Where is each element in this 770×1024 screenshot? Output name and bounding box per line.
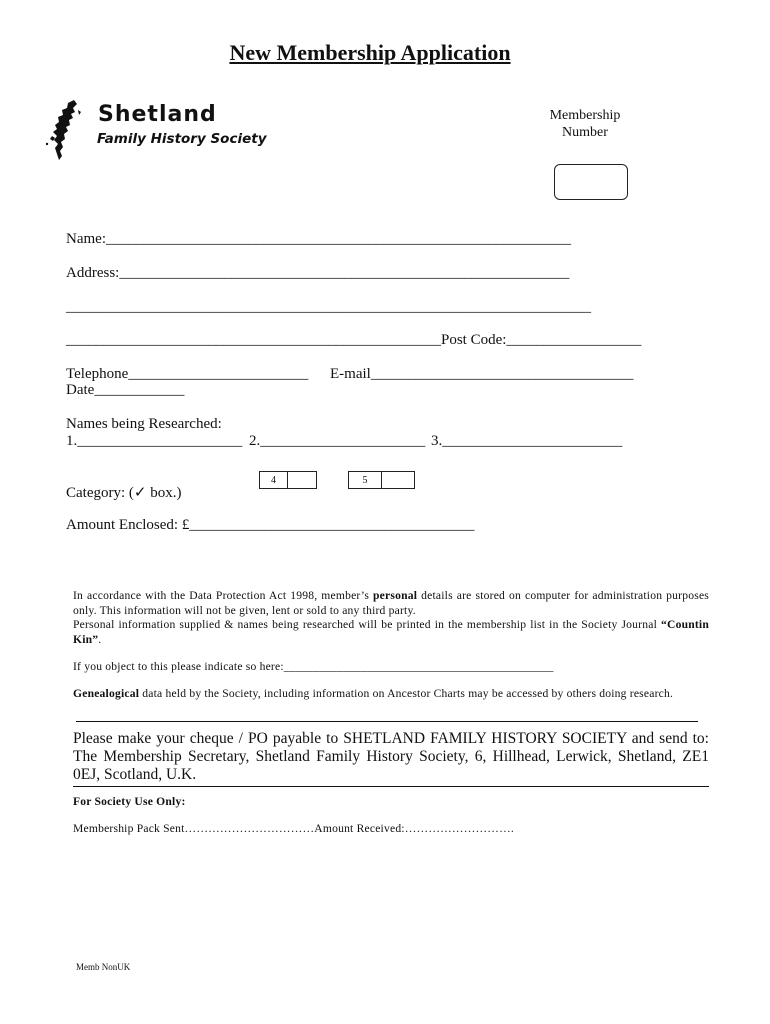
dp-bold: personal [373,589,418,602]
postcode-line[interactable]: __________________________________________________Post Code:__________________ [66,332,642,348]
name-field[interactable]: Name:______________________________________________________________ [66,231,571,247]
dp-journal-text: Personal information supplied & names being researched will be printed in the membership list in the Society Journal [73,618,661,631]
logo-name: Shetland [98,102,217,127]
category-option-label: 5 [349,472,382,488]
page-title: New Membership Application [229,40,511,65]
category-option-label: 4 [260,472,288,488]
footer-code: Memb NonUK [76,962,131,972]
email-field[interactable]: E-mail___________________________________ [330,366,634,382]
genealogical-bold: Genealogical [73,687,140,700]
payment-instructions: Please make your cheque / PO payable to SHETLAND FAMILY HISTORY SOCIETY and send to: The Membership Secretary, Shetland Family History Society, 6, Hillhead, Lerwick, Shetland, ZE1 0EJ, Scotland, U.K. [73,730,709,783]
logo-subtitle: Family History Society [97,131,267,147]
telephone-field[interactable]: Telephone________________________ [66,366,309,382]
membership-number-box[interactable] [554,164,628,200]
address-field[interactable]: Address:____________________________________________________________ [66,265,570,281]
data-protection-text [73,589,709,647]
shetland-map-logo-icon [44,98,84,162]
amount-enclosed-field[interactable]: Amount Enclosed: £______________________________________ [66,517,475,533]
dp-text: In accordance with the Data Protection Act 1998, member’s [73,589,374,602]
object-field[interactable]: If you object to this please indicate so here:_____________________________________________ [73,660,554,673]
date-field[interactable]: Date____________ [66,382,185,398]
divider [73,786,709,787]
category-checkbox[interactable] [288,472,316,488]
dp-text: details are stored on computer for administration purposes only. This information will not be given, lent or sold to any third party. [73,589,710,617]
category-option-5[interactable] [348,471,415,489]
category-option-4[interactable] [259,471,317,489]
divider [76,721,698,722]
society-use-line: Membership Pack Sent……………………………Amount Received:………………………. [73,822,514,835]
society-use-heading: For Society Use Only: [73,795,186,808]
research-name-3[interactable]: 3.________________________ [431,433,623,449]
category-label: Category: (✓ box.) [66,485,182,501]
membership-number-label: Membership Number [549,108,621,140]
genealogical-rest: data held by the Society, including information on Ancestor Charts may be accessed by others doing research. [139,687,674,700]
journal-name: “Countin Kin” [73,618,709,646]
address-line-2[interactable]: ______________________________________________________________________ [66,299,591,315]
category-checkbox[interactable] [382,472,414,488]
genealogical-text [73,687,709,702]
dp-text: . [98,632,102,646]
names-researched-heading: Names being Researched: [66,416,222,432]
research-name-1[interactable]: 1.______________________ [66,433,243,449]
research-name-2[interactable]: 2.______________________ [249,433,426,449]
